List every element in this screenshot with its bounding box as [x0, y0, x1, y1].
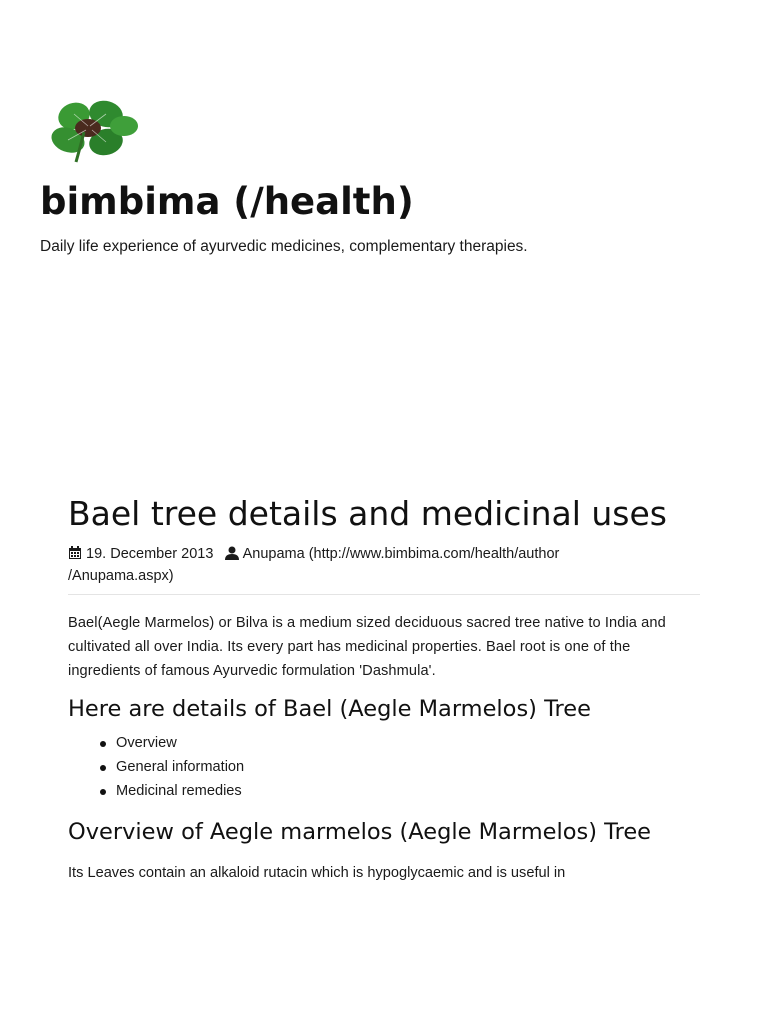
- post-intro: Bael(Aegle Marmelos) or Bilva is a medium sized deciduous sacred tree native to India and cultivated all over India. Its every part has medicinal properties. Bael root is one of the ingredients of famous Ayurvedic formulation 'Dashmula'.: [68, 615, 666, 679]
- calendar-icon: [68, 546, 82, 560]
- toc-item-medicinal-remedies: [100, 779, 700, 803]
- toc-link-overview[interactable]: Overview: [116, 735, 177, 751]
- site-title[interactable]: bimbima (/health): [40, 180, 414, 223]
- post-meta: [68, 543, 700, 587]
- table-of-contents: [68, 731, 700, 803]
- site-tagline: Daily life experience of ayurvedic medicines, complementary therapies.: [40, 238, 528, 255]
- details-heading: Here are details of Bael (Aegle Marmelos) Tree: [68, 696, 591, 722]
- toc-link-medicinal-remedies[interactable]: Medicinal remedies: [116, 783, 242, 799]
- author-link-continued[interactable]: /Anupama.aspx): [68, 568, 174, 584]
- toc-item-overview: [100, 731, 700, 755]
- post-date: 19. December 2013: [86, 546, 214, 562]
- overview-text: Its Leaves contain an alkaloid rutacin which is hypoglycaemic and is useful in: [68, 865, 566, 881]
- author-link[interactable]: Anupama (http://www.bimbima.com/health/author: [242, 546, 560, 562]
- toc-item-general-information: [100, 755, 700, 779]
- post-title: Bael tree details and medicinal uses: [68, 494, 667, 533]
- overview-heading: Overview of Aegle marmelos (Aegle Marmelos) Tree: [68, 819, 652, 845]
- site-logo-clover-icon[interactable]: [44, 96, 140, 166]
- user-icon: [225, 546, 239, 560]
- divider: [68, 594, 700, 595]
- article: [68, 496, 700, 885]
- toc-link-general-information[interactable]: General information: [116, 759, 245, 775]
